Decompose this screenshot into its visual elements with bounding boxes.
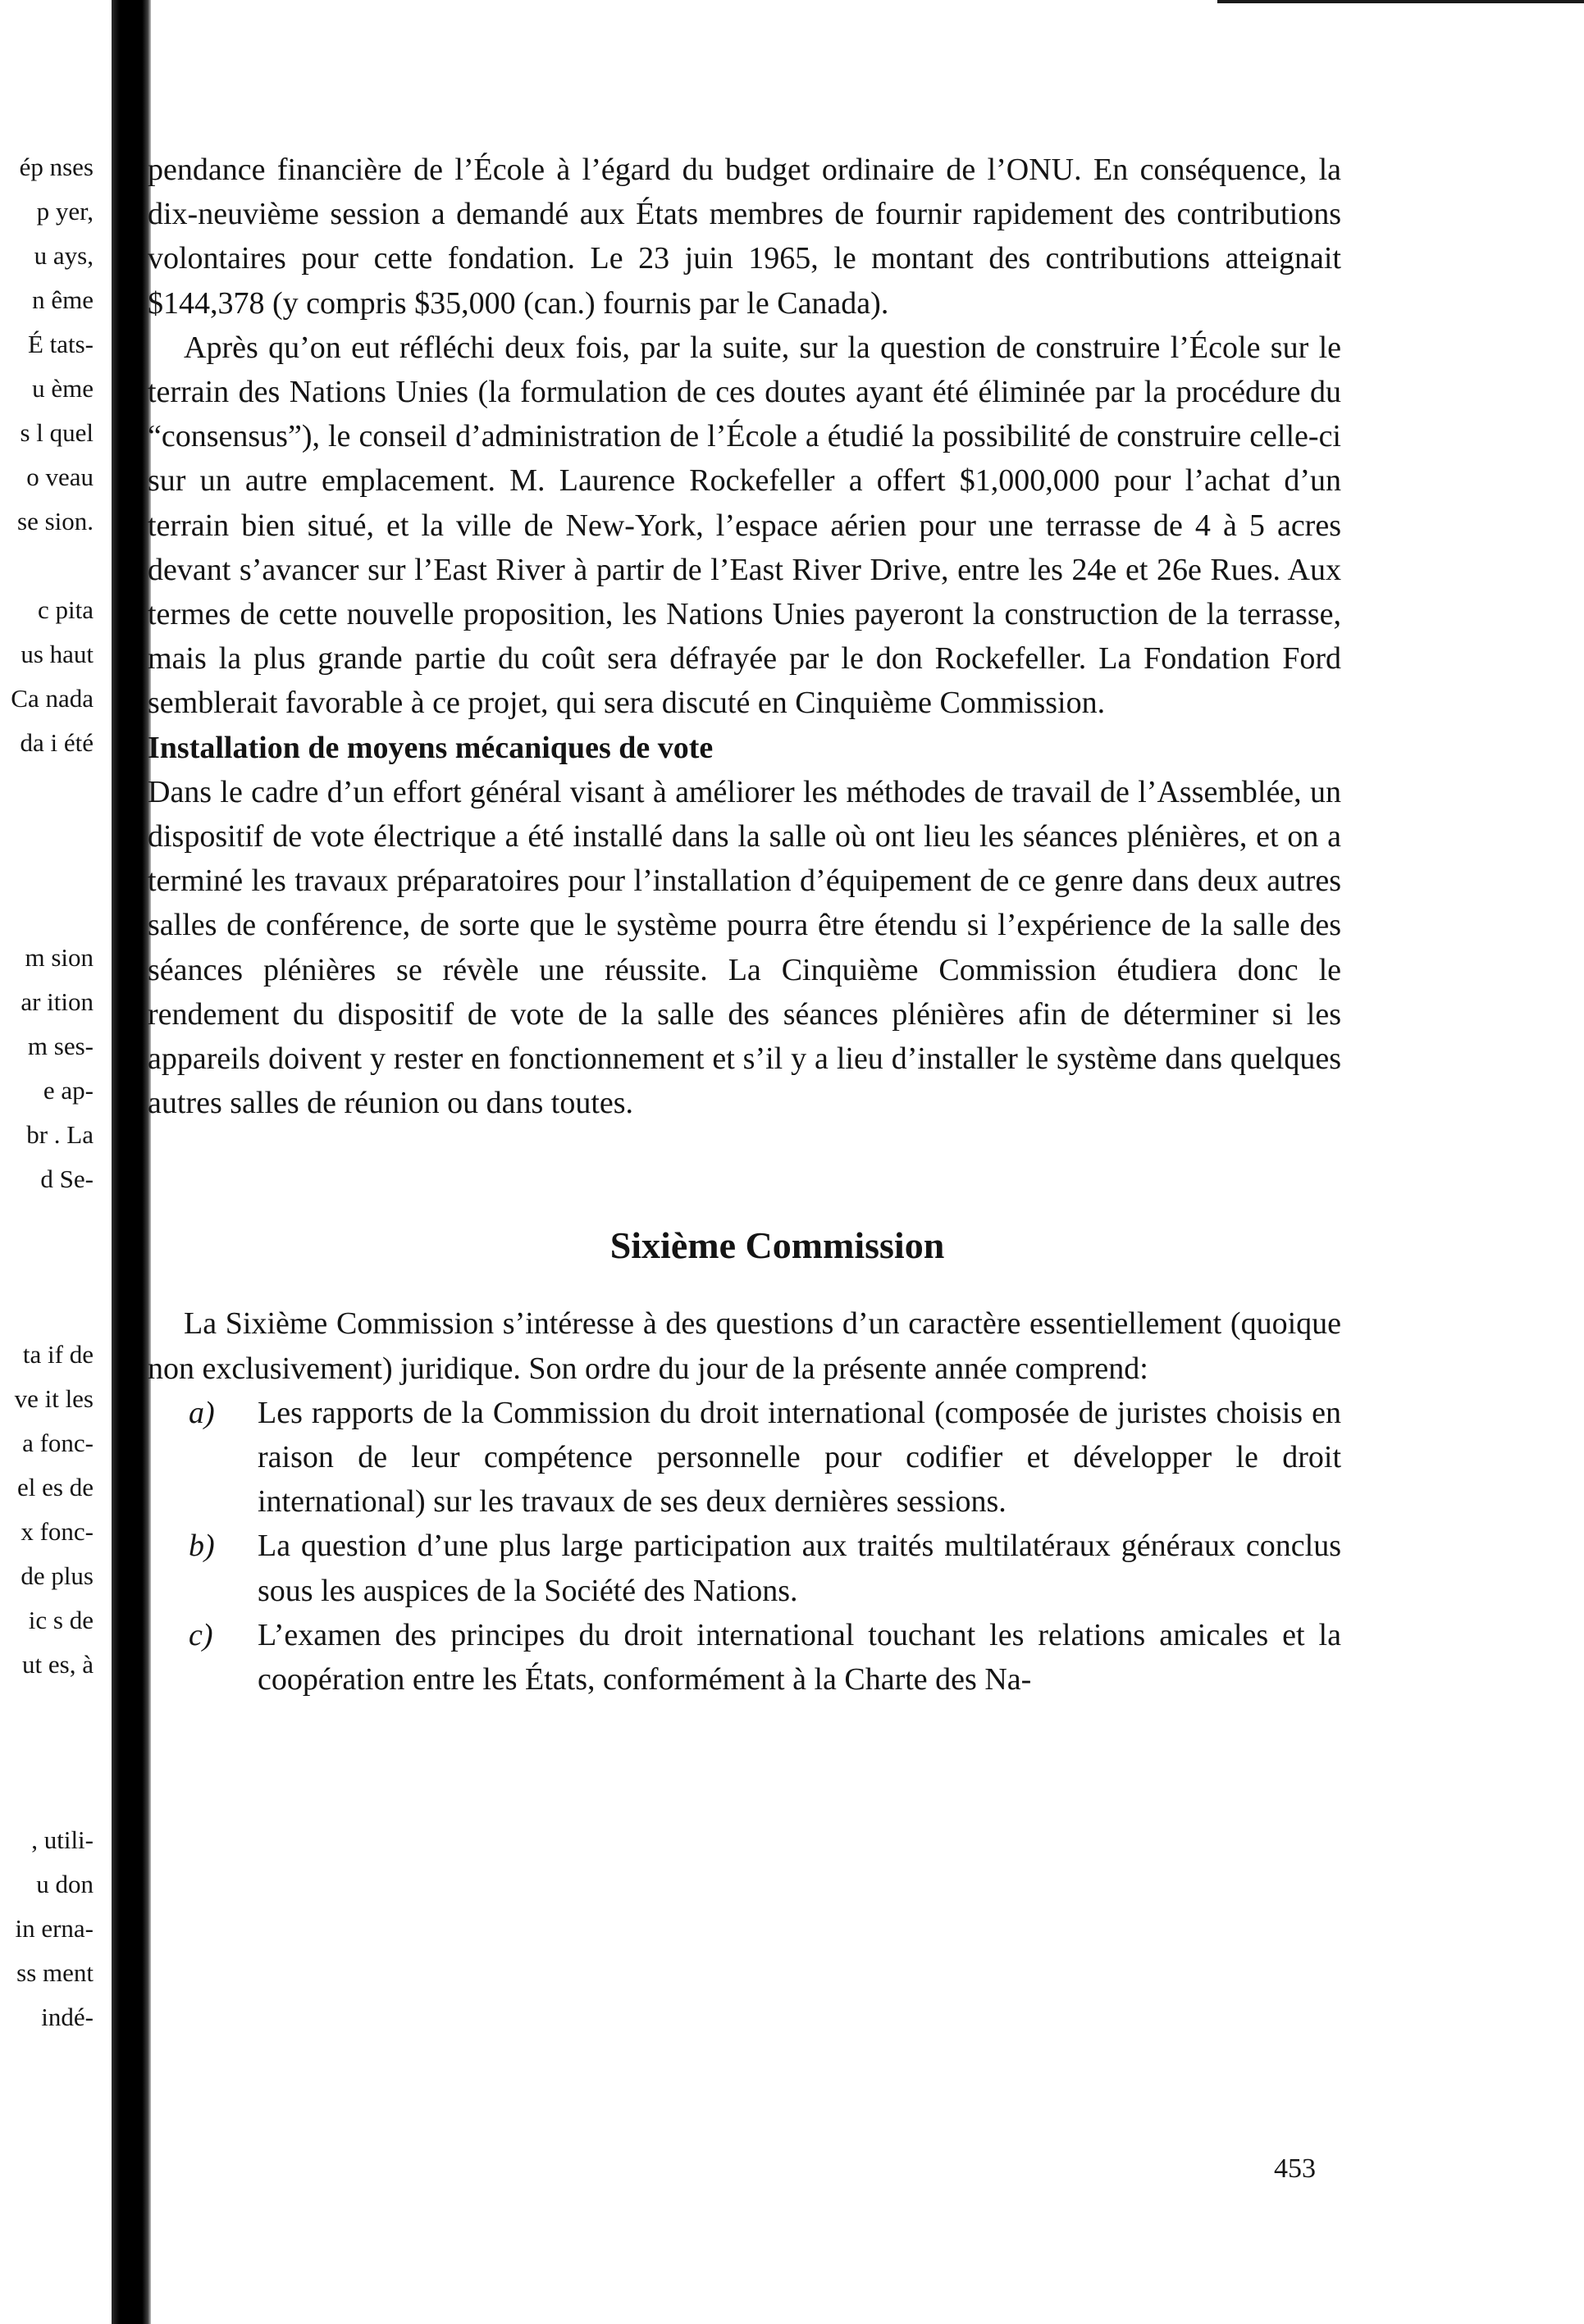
adjacent-page-fragments: [0, 0, 115, 2324]
left-fragment: ut es, à: [22, 1650, 94, 1679]
left-fragment: a fonc-: [22, 1429, 94, 1457]
left-fragment: ss ment: [16, 1958, 94, 1987]
left-fragment: ve it les: [14, 1384, 94, 1413]
left-fragment: da i été: [20, 728, 94, 757]
list-marker: b): [189, 1529, 215, 1564]
left-fragment: d Se-: [40, 1164, 94, 1193]
list-item: [148, 1524, 1341, 1612]
left-fragment: us haut: [21, 640, 94, 668]
left-fragment: ép nses: [19, 153, 94, 181]
left-fragment: s l quel: [20, 418, 94, 447]
left-fragment: ta if de: [22, 1340, 94, 1369]
left-fragment: indé-: [41, 2003, 94, 2031]
paragraph: Dans le cadre d’un effort général visant à améliorer les méthodes de travail de l’Assemblée, un dispositif de vote électrique a été installé dans la salle où ont lieu les séances plénières, et on a terminé les travaux préparatoires pour l’installation d’équipement de ce genre dans deux autres salles de conférence, de sorte que le système pourra être étendu si l’expérience de la salle des séances plénières se révèle une réussite. La Cinquième Commission étudiera donc le rendement du dispositif de vote de la salle des séances plénières afin de déterminer si les appareils doivent y rester en fonctionnement et s’il y a lieu d’installer le système dans quelques autres salles de réunion ou dans toutes.: [148, 774, 1341, 1121]
left-fragment: u ème: [32, 374, 94, 403]
list-item-text: Les rapports de la Commission du droit international (composée de juristes choisis en raison de leur compétence personnelle pour codifier et développer le droit international) sur les travaux de ses deux dernières sessions.: [258, 1395, 1341, 1520]
page-body: [148, 148, 1341, 1702]
paragraph: pendance financière de l’École à l’égard du budget ordinaire de l’ONU. En conséquence, la dix-neuvième session a demandé aux États membres de fournir rapidement des contributions volontaires pour cette fondation. Le 23 juin 1965, le montant des contributions atteignait $144,378 (y compris $35,000 (can.) fournis par le Canada).: [148, 153, 1341, 321]
left-fragment: c pita: [38, 595, 94, 624]
left-fragment: ar ition: [21, 987, 94, 1016]
left-fragment: br . La: [26, 1120, 94, 1149]
left-fragment: u don: [36, 1870, 94, 1898]
list-item: [148, 1613, 1341, 1702]
page-number: 453: [1274, 2153, 1316, 2184]
left-fragment: in erna-: [15, 1914, 94, 1943]
left-fragment: n ême: [32, 285, 94, 314]
left-fragment: p yer,: [36, 197, 94, 226]
left-fragment: e ap-: [43, 1076, 94, 1105]
left-fragment: el es de: [17, 1473, 94, 1501]
left-fragment: u ays,: [34, 241, 94, 270]
left-fragment: m ses-: [27, 1032, 94, 1060]
list-item-text: L’examen des principes du droit international touchant les relations amicales et la coopération entre les États, conformément à la Charte des Na-: [258, 1617, 1341, 1697]
left-fragment: É tats-: [27, 330, 94, 358]
list-marker: a): [189, 1395, 215, 1430]
paragraph: Après qu’on eut réfléchi deux fois, par la suite, sur la question de construire l’École sur le terrain des Nations Unies (la formulation de ces doutes ayant été éliminée par la procédure du “consensus”), le conseil d’administration de l’École a étudié la possibilité de construire celle-ci sur un autre emplacement. M. Laurence Rockefeller a offert $1,000,000 pour l’achat d’un terrain bien situé, et la ville de New-York, l’espace aérien pour une terrasse de 4 à 5 acres devant s’avancer sur l’East River à partir de l’East River Drive, entre les 24e et 26e Rues. Aux termes de cette nouvelle proposition, les Nations Unies payeront la construction de la terrasse, mais la plus grande partie du coût sera défrayée par le don Rockefeller. La Fondation Ford semblerait favorable à ce projet, qui sera discuté en Cinquième Commission.: [148, 330, 1341, 721]
section-title: Sixième Commission: [609, 1224, 945, 1267]
left-fragment: , utili-: [31, 1825, 94, 1854]
list-item: [148, 1391, 1341, 1524]
left-fragment: o veau: [26, 463, 94, 491]
left-fragment: se sion.: [17, 507, 94, 535]
left-fragment: ic s de: [28, 1606, 94, 1634]
list-item-text: La question d’une plus large participation aux traités multilatéraux généraux conclus sous les auspices de la Société des Nations.: [258, 1529, 1341, 1608]
left-fragment: m sion: [25, 943, 94, 972]
top-edge-rule: [1217, 0, 1584, 3]
book-spine-shadow: [112, 0, 151, 2324]
list-marker: c): [189, 1617, 213, 1652]
left-fragment: Ca nada: [11, 684, 94, 713]
paragraph: La Sixième Commission s’intéresse à des questions d’un caractère essentiellement (quoique non exclusivement) juridique. Son ordre du jour de la présente année comprend:: [148, 1306, 1341, 1386]
left-fragment: x fonc-: [21, 1517, 94, 1546]
section-subheading: Installation de moyens mécaniques de vote: [148, 730, 714, 765]
left-fragment: de plus: [21, 1561, 94, 1590]
agenda-list: [148, 1391, 1341, 1702]
